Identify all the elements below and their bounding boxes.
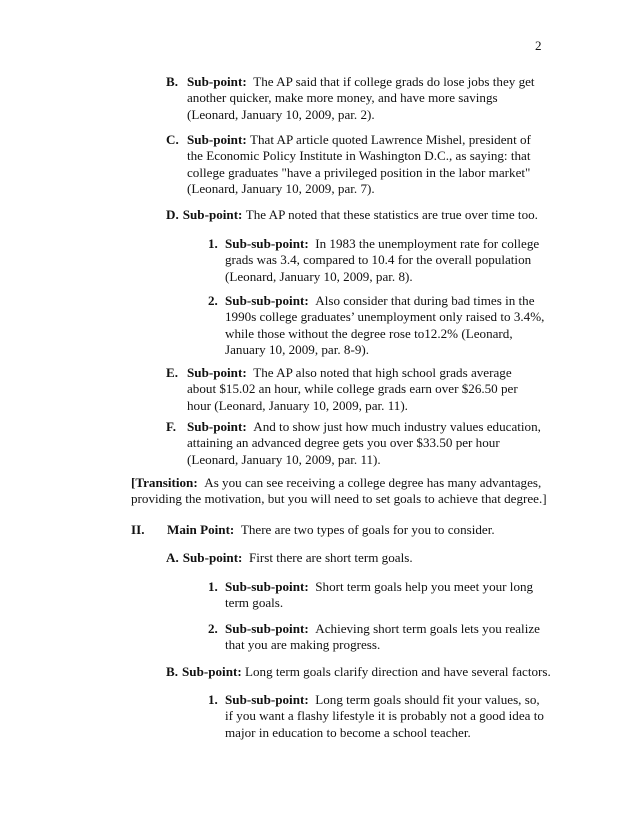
outline-item-b	[166, 74, 546, 123]
item-body: Also consider that during bad times in the 1990s college graduates’ unemployment only raised to 3.4%, while those without the degree rose to12.2% (Leonard, January 10, 2009, par. 8-9).	[225, 293, 545, 358]
item-label: II.	[131, 522, 145, 537]
item-body: And to show just how much industry values education, attaining an advanced degree gets you over $33.50 per hour (Leonard, January 10, 2009, par. 11).	[187, 419, 541, 467]
item-label: E.	[166, 365, 179, 380]
outline-item-f	[166, 419, 546, 468]
item-tag: Sub-sub-point:	[225, 621, 309, 636]
item-tag: Sub-sub-point:	[225, 236, 309, 251]
outline-item-b2	[166, 664, 566, 680]
item-text	[187, 419, 546, 468]
outline-item-d	[166, 207, 566, 223]
page-number: 2	[535, 38, 542, 53]
outline-item-e	[166, 365, 541, 414]
item-body: The AP noted that these statistics are true over time too.	[245, 207, 538, 222]
item-tag: Sub-point:	[182, 207, 243, 222]
item-text	[167, 522, 551, 538]
item-body: There are two types of goals for you to consider.	[240, 522, 495, 537]
item-tag: Sub-point:	[187, 419, 247, 434]
item-body: That AP article quoted Lawrence Mishel, president of the Economic Policy Institute in Washington D.C., as saying: that college graduates "have a privileged position in the labor market" (Leonard, January 10, 2009, par. 7).	[187, 132, 531, 197]
item-label: A.	[166, 550, 179, 565]
item-text	[225, 621, 548, 654]
item-tag: Sub-sub-point:	[225, 293, 309, 308]
item-body: The AP also noted that high school grads average about $15.02 an hour, while college grads earn over $26.50 per hour (Leonard, January 10, 2009, par. 11).	[187, 365, 518, 413]
item-text	[225, 579, 538, 612]
item-body: Long term goals clarify direction and have several factors.	[244, 664, 551, 679]
outline-item-b2-1	[208, 692, 548, 741]
outline-item-d2	[208, 293, 553, 359]
item-text	[187, 74, 546, 123]
item-body: In 1983 the unemployment rate for college grads was 3.4, compared to 10.4 for the overall population (Leonard, January 10, 2009, par. 8).	[225, 236, 540, 284]
transition-paragraph	[131, 475, 551, 508]
item-label: D.	[166, 207, 179, 222]
outline-item-a1	[208, 579, 538, 612]
item-tag: Main Point:	[167, 522, 235, 537]
outline-item-d1	[208, 236, 543, 285]
item-tag: Sub-point:	[182, 664, 242, 679]
transition-text: As you can see receiving a college degree has many advantages, providing the motivation, but you will need to set goals to achieve that degree.]	[131, 475, 547, 507]
main-point-ii	[131, 522, 551, 538]
item-label: 1.	[208, 579, 218, 594]
item-label: B.	[166, 664, 179, 679]
item-text	[187, 132, 546, 198]
item-text	[182, 664, 566, 680]
item-text	[187, 365, 541, 414]
item-text	[225, 293, 553, 359]
item-label: F.	[166, 419, 177, 434]
outline-item-a2	[208, 621, 548, 654]
outline-item-c	[166, 132, 546, 198]
item-body: First there are short term goals.	[248, 550, 413, 565]
item-body: Achieving short term goals lets you realize that you are making progress.	[225, 621, 540, 653]
item-label: 1.	[208, 692, 218, 707]
item-label: C.	[166, 132, 179, 147]
item-tag: Sub-sub-point:	[225, 692, 309, 707]
item-tag: Sub-point:	[182, 550, 243, 565]
item-tag: Sub-point:	[187, 74, 247, 89]
item-text	[225, 236, 543, 285]
item-body: The AP said that if college grads do lose jobs they get another quicker, make more money, and have more savings (Leonard, January 10, 2009, par. 2).	[187, 74, 535, 122]
item-body: Long term goals should fit your values, so, if you want a flashy lifestyle it is probably not a good idea to major in education to become a school teacher.	[225, 692, 544, 740]
outline-item-a	[166, 550, 546, 566]
item-label: B.	[166, 74, 179, 89]
transition-label: [Transition:	[131, 475, 198, 490]
item-text	[225, 692, 548, 741]
item-label: 2.	[208, 293, 218, 308]
item-text	[183, 207, 566, 223]
item-tag: Sub-point:	[187, 365, 247, 380]
item-tag: Sub-point:	[187, 132, 247, 147]
item-label: 1.	[208, 236, 218, 251]
item-label: 2.	[208, 621, 218, 636]
item-text	[183, 550, 546, 566]
item-body: Short term goals help you meet your long term goals.	[225, 579, 534, 611]
item-tag: Sub-sub-point:	[225, 579, 309, 594]
